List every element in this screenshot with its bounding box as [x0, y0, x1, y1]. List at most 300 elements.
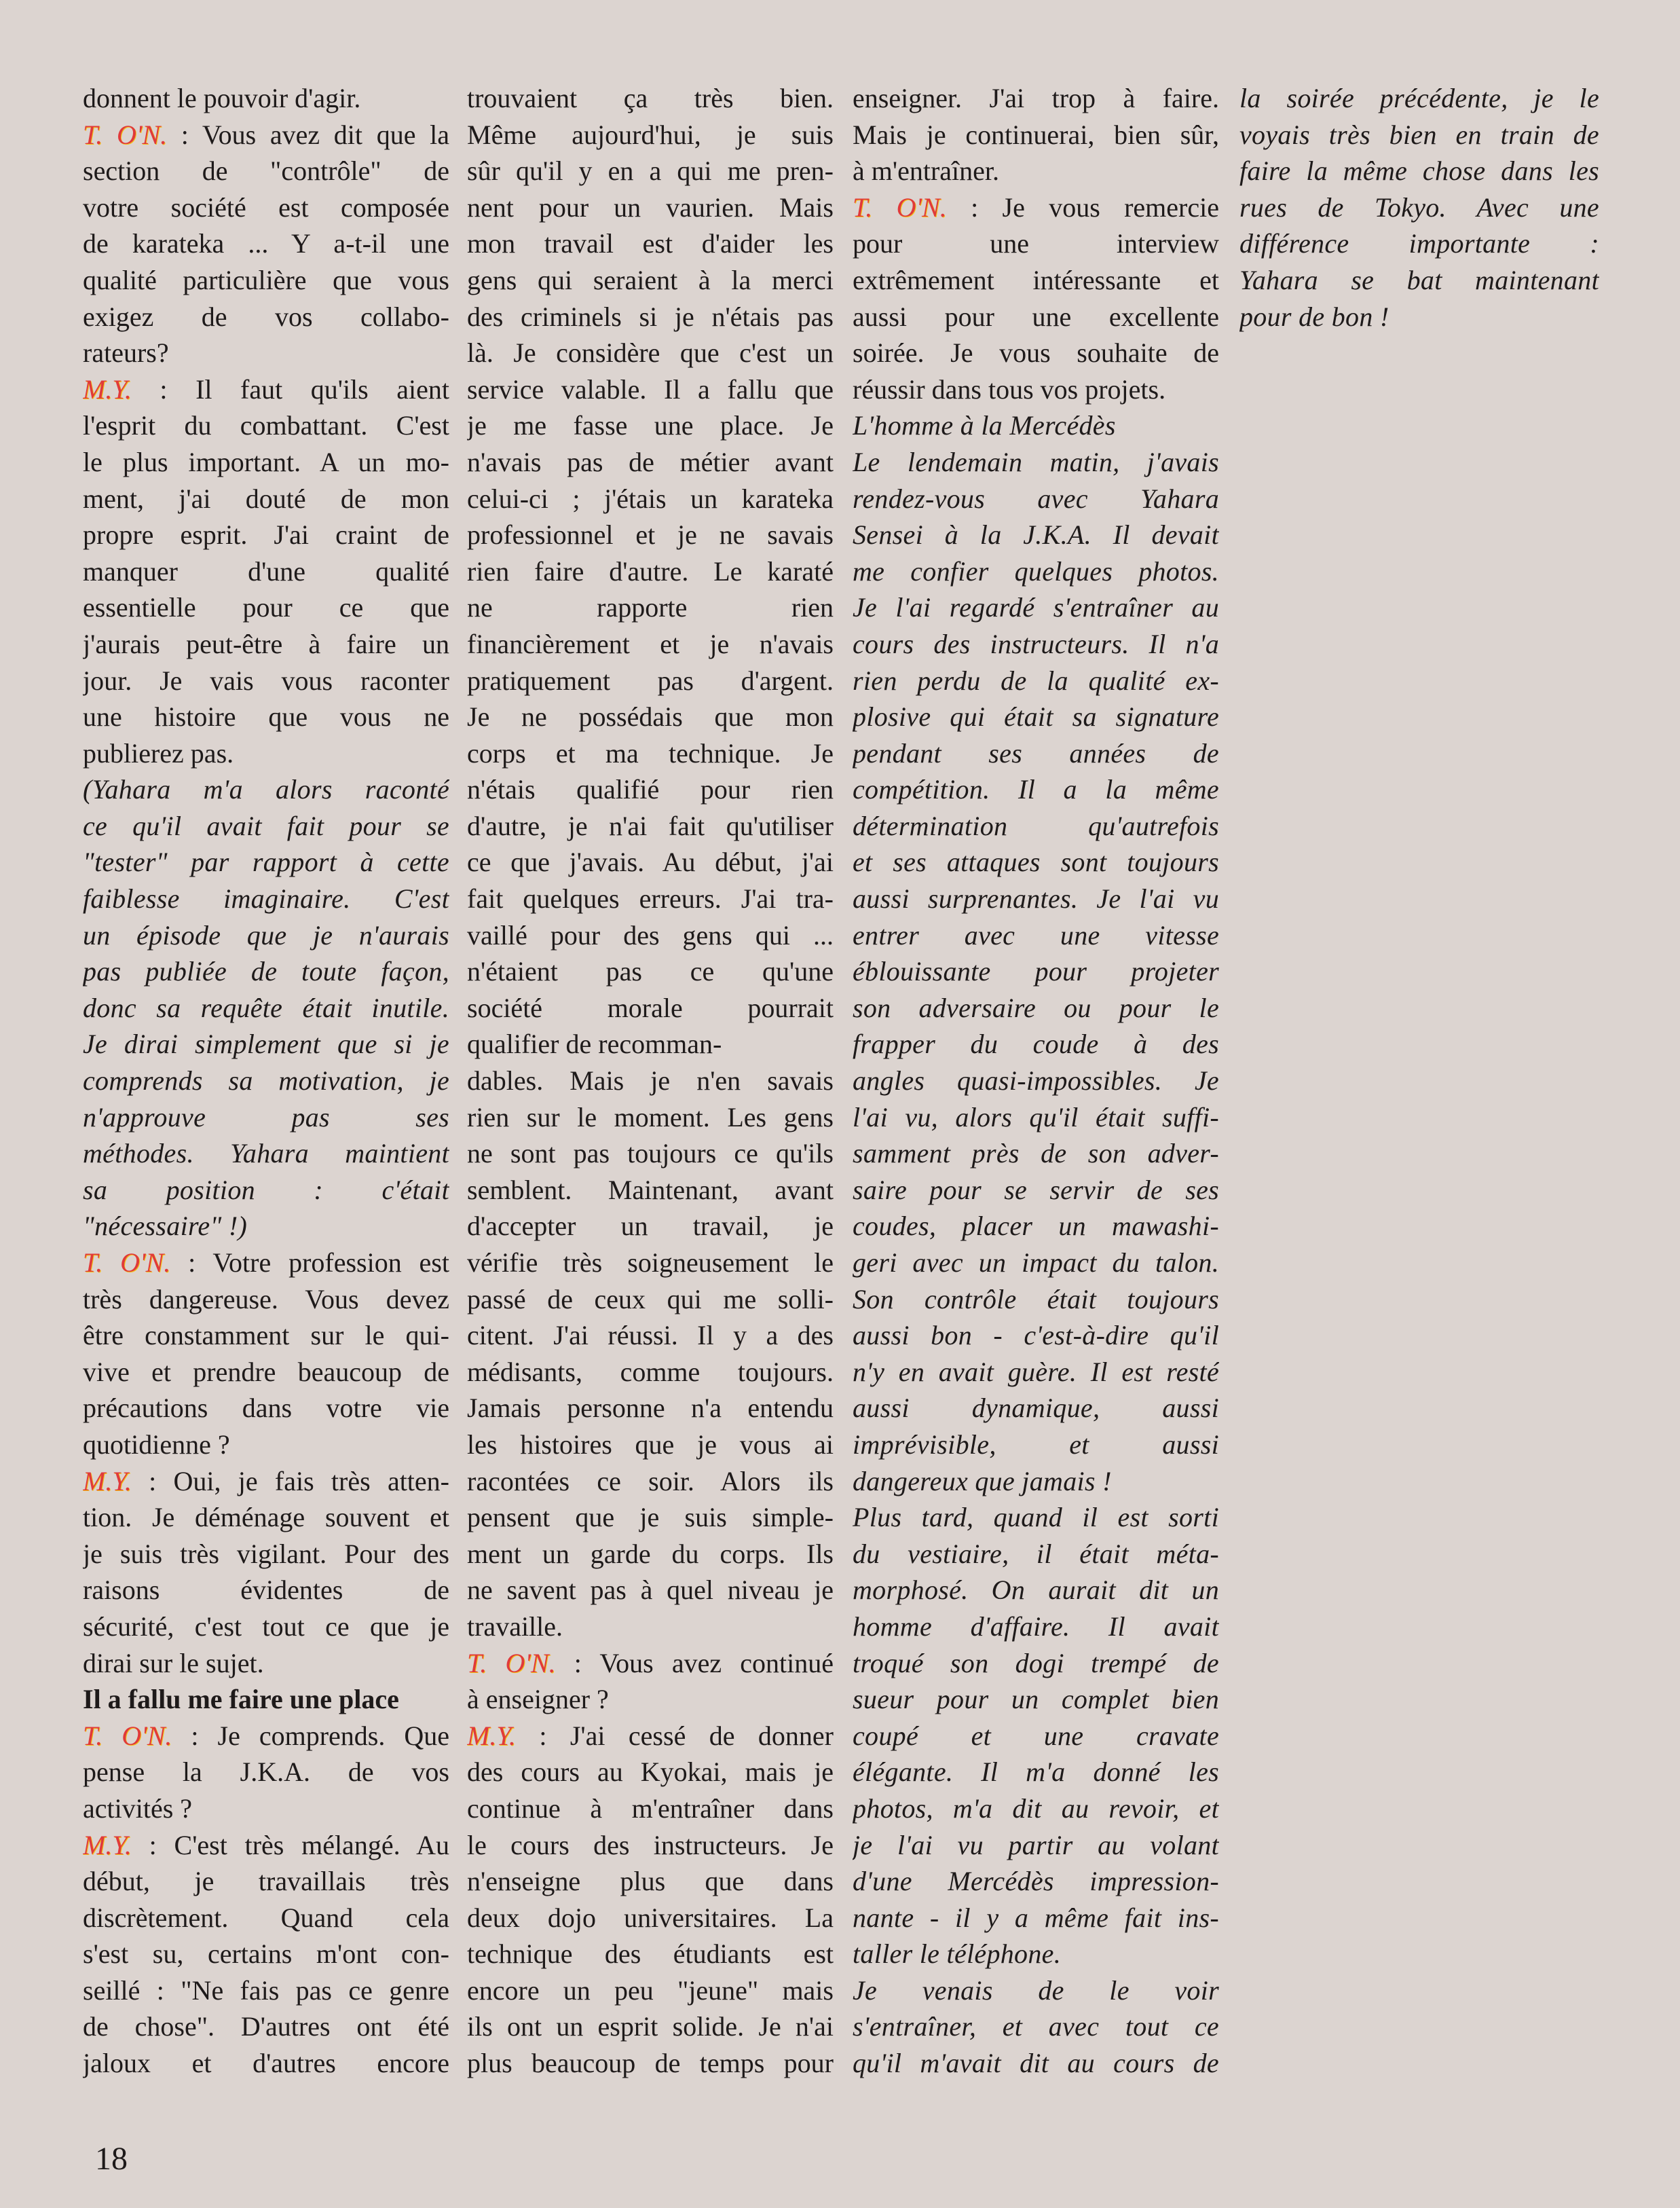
text-line	[83, 1245, 449, 1281]
line-text: d'autre, je n'ai fait qu'utiliser	[467, 810, 834, 841]
text-line	[83, 1936, 449, 1972]
line-text: s'est su, certains m'ont con-	[83, 1938, 449, 1970]
text-line	[467, 299, 834, 335]
line-text: frapper du coude à des	[853, 1029, 1219, 1060]
line-text: à m'entraîner.	[853, 155, 999, 187]
text-line	[467, 1427, 834, 1463]
text-line	[467, 1135, 834, 1172]
text-line	[83, 1463, 449, 1500]
narrative-line	[853, 1536, 1219, 1572]
narrative-line	[1239, 189, 1599, 226]
narrative-line	[853, 1026, 1219, 1063]
line-text: sûr qu'il y en a qui me pren-	[467, 155, 834, 187]
text-line	[467, 953, 834, 990]
line-text: comprends sa motivation, je	[83, 1065, 449, 1097]
line-text: pense la J.K.A. de vos	[83, 1756, 449, 1788]
narrative-line	[83, 953, 449, 990]
speaker-label: M.Y.	[83, 1829, 132, 1860]
line-text: discrètement. Quand cela	[83, 1902, 449, 1933]
line-text: à enseigner ?	[467, 1684, 609, 1715]
narrative-line	[853, 1427, 1219, 1463]
text-line	[467, 1536, 834, 1572]
text-line	[853, 117, 1219, 153]
text-line	[83, 262, 449, 299]
narrative-line	[853, 1645, 1219, 1682]
narrative-line	[83, 808, 449, 845]
narrative-line	[853, 663, 1219, 699]
line-text: vaillé pour des gens qui ...	[467, 919, 834, 951]
line-text: être constamment sur le qui-	[83, 1320, 449, 1351]
text-line	[467, 990, 834, 1027]
line-text: activités ?	[83, 1792, 193, 1824]
line-text: n'enseigne plus que dans	[467, 1866, 834, 1897]
line-text: essentielle pour ce que	[83, 592, 449, 623]
line-text: n'y en avait guère. Il est resté	[853, 1356, 1219, 1387]
line-text: morphosé. On aurait dit un	[853, 1575, 1219, 1606]
line-text: service valable. Il a fallu que	[467, 373, 834, 405]
text-line	[467, 1208, 834, 1245]
line-text: nante - il y a même fait ins-	[853, 1902, 1219, 1933]
line-text: la soirée précédente, je le	[1239, 83, 1599, 113]
speaker-label: M.Y.	[467, 1720, 516, 1751]
text-line	[467, 117, 834, 153]
text-column-3	[853, 80, 1219, 2082]
narrative-line	[853, 1900, 1219, 1936]
line-text: son adversaire ou pour le	[853, 992, 1219, 1023]
line-text: une histoire que vous ne	[83, 701, 449, 733]
line-text: donnent le pouvoir d'agir.	[83, 83, 361, 113]
line-text: vérifie très soigneusement le	[467, 1247, 834, 1278]
text-line	[83, 626, 449, 663]
text-line	[83, 371, 449, 408]
narrative-line	[853, 1754, 1219, 1790]
line-text: rien faire d'autre. Le karaté	[467, 555, 834, 587]
narrative-line	[853, 808, 1219, 845]
line-text: éblouissante pour projeter	[853, 956, 1219, 987]
line-text: : J'ai cessé de donner	[515, 1720, 834, 1751]
line-text: Yahara se bat maintenant	[1239, 264, 1599, 295]
line-text: ne sont pas toujours ce qu'ils	[467, 1138, 834, 1169]
text-line	[853, 335, 1219, 371]
line-text: continue à m'entraîner dans	[467, 1792, 834, 1824]
line-text: Son contrôle était toujours	[853, 1283, 1219, 1314]
text-line	[467, 663, 834, 699]
line-text: publierez pas.	[83, 737, 234, 769]
line-text: me confier quelques photos.	[853, 555, 1219, 587]
line-text: geri avec un impact du talon.	[853, 1247, 1219, 1278]
line-text: Plus tard, quand il est sorti	[853, 1502, 1219, 1533]
narrative-line	[853, 481, 1219, 517]
narrative-line	[853, 699, 1219, 735]
line-text: "nécessaire" !)	[83, 1211, 248, 1242]
text-line	[467, 589, 834, 626]
line-text: Jamais personne n'a entendu	[467, 1393, 834, 1424]
text-line	[467, 881, 834, 917]
text-line	[467, 1354, 834, 1391]
text-line	[467, 626, 834, 663]
line-text: l'esprit du combattant. C'est	[83, 410, 449, 441]
text-line	[467, 771, 834, 808]
line-text: : Vous avez continué	[555, 1647, 834, 1678]
narrative-line	[83, 917, 449, 954]
line-text: rendez-vous avec Yahara	[853, 483, 1219, 514]
text-line	[83, 1754, 449, 1790]
line-text: rien perdu de la qualité ex-	[853, 665, 1219, 696]
line-text: professionnel et je ne savais	[467, 519, 834, 551]
line-text: extrêmement intéressante et	[853, 264, 1219, 295]
narrative-line	[853, 1208, 1219, 1245]
line-text: "tester" par rapport à cette	[83, 847, 449, 878]
line-text: photos, m'a dit au revoir, et	[853, 1792, 1219, 1824]
line-text: exigez de vos collabo-	[83, 301, 449, 332]
line-text: compétition. Il a la même	[853, 774, 1219, 805]
line-text: jaloux et d'autres encore	[83, 2048, 449, 2079]
text-line	[83, 1427, 449, 1463]
text-column-2	[467, 80, 834, 2082]
text-line	[853, 80, 1219, 117]
line-text: (Yahara m'a alors raconté	[83, 774, 449, 805]
speaker-label: T. O'N.	[83, 1720, 172, 1751]
narrative-line	[853, 844, 1219, 881]
narrative-line	[853, 1245, 1219, 1281]
text-line	[83, 1645, 449, 1682]
line-text: L'homme à la Mercédès	[853, 410, 1116, 441]
narrative-line	[853, 589, 1219, 626]
line-text: rateurs?	[83, 337, 169, 369]
line-text: vive et prendre beaucoup de	[83, 1356, 449, 1387]
line-text: le plus important. A un mo-	[83, 446, 449, 477]
line-text: n'avais pas de métier avant	[467, 446, 834, 477]
line-text: taller le téléphone.	[853, 1938, 1062, 1970]
text-line	[853, 262, 1219, 299]
narrative-line	[853, 517, 1219, 553]
line-text: angles quasi-impossibles. Je	[853, 1065, 1219, 1097]
line-text: sa position : c'était	[83, 1174, 449, 1205]
line-text: voyais très bien en train de	[1239, 119, 1599, 150]
text-line	[467, 553, 834, 590]
text-line	[467, 1718, 834, 1754]
text-line	[467, 1099, 834, 1136]
text-line	[467, 1827, 834, 1864]
narrative-line	[853, 1317, 1219, 1354]
line-text: détermination qu'autrefois	[853, 810, 1219, 841]
line-text: citent. J'ai réussi. Il y a des	[467, 1320, 834, 1351]
line-text: coudes, placer un mawashi-	[853, 1211, 1219, 1242]
line-text: saire pour se servir de ses	[853, 1174, 1219, 1205]
text-line	[83, 481, 449, 517]
line-text: ils ont un esprit solide. Je n'ai	[467, 2011, 834, 2042]
text-line	[83, 735, 449, 772]
line-text: financièrement et je n'avais	[467, 628, 834, 659]
line-text: qualité particulière que vous	[83, 264, 449, 295]
text-line	[83, 335, 449, 371]
line-text: ment un garde du corps. Ils	[467, 1538, 834, 1569]
text-line	[83, 663, 449, 699]
text-line	[83, 1536, 449, 1572]
narrative-line	[853, 917, 1219, 954]
narrative-line	[853, 1281, 1219, 1318]
narrative-line	[853, 1863, 1219, 1900]
line-text: votre société est composée	[83, 191, 449, 223]
narrative-line	[1239, 117, 1599, 153]
text-line	[83, 1608, 449, 1645]
text-line	[467, 1900, 834, 1936]
line-text: dables. Mais je n'en savais	[467, 1065, 834, 1097]
line-text: jour. Je vais vous raconter	[83, 665, 449, 696]
text-line	[467, 1754, 834, 1790]
narrative-line	[83, 1208, 449, 1245]
text-line	[853, 225, 1219, 262]
line-text: aussi bon - c'est-à-dire qu'il	[853, 1320, 1219, 1351]
line-text: pas publiée de toute façon,	[83, 956, 449, 987]
line-text: différence importante :	[1239, 228, 1599, 259]
line-text: Sensei à la J.K.A. Il devait	[853, 519, 1219, 551]
narrative-line	[853, 1936, 1219, 1972]
text-line	[83, 517, 449, 553]
line-text: Il a fallu me faire une place	[83, 1684, 399, 1715]
line-text: j'aurais peut-être à faire un	[83, 628, 449, 659]
line-text: l'ai vu, alors qu'il était suffi-	[853, 1101, 1219, 1133]
line-text: technique des étudiants est	[467, 1938, 834, 1970]
narrative-line	[853, 407, 1219, 444]
line-text: pour une interview	[853, 228, 1219, 259]
line-text: faiblesse imaginaire. C'est	[83, 883, 449, 915]
narrative-line	[853, 990, 1219, 1027]
text-line	[467, 1972, 834, 2009]
line-text: ment, j'ai douté de mon	[83, 483, 449, 514]
line-text: enseigner. J'ai trop à faire.	[853, 83, 1219, 113]
line-text: : Oui, je fais très atten-	[131, 1465, 449, 1496]
line-text: celui-ci ; j'étais un karateka	[467, 483, 834, 514]
line-text: et ses attaques sont toujours	[853, 847, 1219, 878]
narrative-line	[853, 2045, 1219, 2082]
line-text: semblent. Maintenant, avant	[467, 1174, 834, 1205]
line-text: plus beaucoup de temps pour	[467, 2048, 834, 2079]
line-text: sécurité, c'est tout ce que je	[83, 1611, 449, 1642]
line-text: encore un peu "jeune" mais	[467, 1974, 834, 2006]
line-text: ne rapporte rien	[467, 592, 834, 623]
text-line	[467, 1608, 834, 1645]
line-text: n'étaient pas ce qu'une	[467, 956, 834, 987]
text-line	[467, 517, 834, 553]
line-text: pour de bon !	[1239, 301, 1389, 332]
narrative-line	[83, 1063, 449, 1099]
narrative-line	[853, 2008, 1219, 2045]
line-text: racontées ce soir. Alors ils	[467, 1465, 834, 1496]
line-text: des cours au Kyokai, mais je	[467, 1756, 834, 1788]
text-line	[83, 1972, 449, 2009]
line-text: seillé : "Ne fais pas ce genre	[83, 1974, 449, 2006]
text-line	[83, 1390, 449, 1427]
line-text: : Vous avez dit que la	[167, 119, 449, 150]
narrative-line	[853, 1827, 1219, 1864]
line-text: donc sa requête était inutile.	[83, 992, 449, 1023]
narrative-line	[83, 881, 449, 917]
line-text: Je ne possédais que mon	[467, 701, 834, 733]
narrative-line	[853, 1463, 1219, 1500]
narrative-line	[1239, 299, 1599, 335]
line-text: manquer d'une qualité	[83, 555, 449, 587]
text-line	[467, 1572, 834, 1608]
text-line	[467, 699, 834, 735]
speaker-label: T. O'N.	[853, 191, 947, 223]
line-text: plosive qui était sa signature	[853, 701, 1219, 733]
narrative-line	[1239, 225, 1599, 262]
line-text: ce que j'avais. Au début, j'ai	[467, 847, 834, 878]
line-text: des criminels si je n'étais pas	[467, 301, 834, 332]
line-text: soirée. Je vous souhaite de	[853, 337, 1219, 369]
line-text: raisons évidentes de	[83, 1575, 449, 1606]
line-text: samment près de son adver-	[853, 1138, 1219, 1169]
narrative-line	[83, 844, 449, 881]
line-text: : C'est très mélangé. Au	[131, 1829, 449, 1860]
line-text: : Il faut qu'ils aient	[131, 373, 449, 405]
line-text: qu'il m'avait dit au cours de	[853, 2048, 1219, 2079]
line-text: je l'ai vu partir au volant	[853, 1829, 1219, 1860]
text-line	[853, 299, 1219, 335]
text-line	[853, 189, 1219, 226]
narrative-line	[853, 1063, 1219, 1099]
text-line	[83, 1317, 449, 1354]
text-line	[83, 553, 449, 590]
text-line	[83, 299, 449, 335]
line-text: début, je travaillais très	[83, 1866, 449, 1897]
line-text: d'accepter un travail, je	[467, 1211, 834, 1242]
narrative-line	[853, 1390, 1219, 1427]
text-line	[83, 2045, 449, 2082]
line-text: deux dojo universitaires. La	[467, 1902, 834, 1933]
line-text: section de "contrôle" de	[83, 155, 449, 187]
text-line	[467, 1790, 834, 1827]
line-text: précautions dans votre vie	[83, 1393, 449, 1424]
line-text: trouvaient ça très bien.	[467, 83, 834, 113]
narrative-line	[853, 1608, 1219, 1645]
speaker-label: T. O'N.	[467, 1647, 556, 1678]
line-text: pendant ses années de	[853, 737, 1219, 769]
line-text: faire la même chose dans les	[1239, 155, 1599, 187]
narrative-line	[853, 1681, 1219, 1718]
line-text: n'approuve pas ses	[83, 1101, 449, 1133]
narrative-line	[83, 1172, 449, 1209]
text-line	[467, 1863, 834, 1900]
line-text: de chose". D'autres ont été	[83, 2011, 449, 2042]
text-line	[83, 1900, 449, 1936]
narrative-line	[853, 881, 1219, 917]
line-text: Même aujourd'hui, je suis	[467, 119, 834, 150]
line-text: pratiquement pas d'argent.	[467, 665, 834, 696]
text-line	[467, 1281, 834, 1318]
line-text: dirai sur le sujet.	[83, 1647, 264, 1678]
text-line	[83, 699, 449, 735]
narrative-line	[853, 553, 1219, 590]
page-number: 18	[95, 2141, 128, 2177]
text-column-4	[1239, 80, 1599, 335]
line-text: Mais je continuerai, bien sûr,	[853, 119, 1219, 150]
text-line	[467, 444, 834, 481]
text-line	[467, 189, 834, 226]
text-line	[467, 481, 834, 517]
text-line	[83, 444, 449, 481]
line-text: là. Je considère que c'est un	[467, 337, 834, 369]
narrative-line	[83, 990, 449, 1027]
text-line	[467, 2045, 834, 2082]
line-text: passé de ceux qui me solli-	[467, 1283, 834, 1314]
narrative-line	[853, 1972, 1219, 2009]
text-line	[467, 917, 834, 954]
text-column-1	[83, 80, 449, 2082]
narrative-line	[853, 771, 1219, 808]
line-text: s'entraîner, et avec tout ce	[853, 2011, 1219, 2042]
text-line	[467, 371, 834, 408]
speaker-label: M.Y.	[83, 373, 132, 405]
line-text: rien sur le moment. Les gens	[467, 1101, 834, 1133]
line-text: réussir dans tous vos projets.	[853, 373, 1166, 405]
line-text: élégante. Il m'a donné les	[853, 1756, 1219, 1788]
narrative-line	[1239, 153, 1599, 189]
line-text: cours des instructeurs. Il n'a	[853, 628, 1219, 659]
line-text: Je l'ai regardé s'entraîner au	[853, 592, 1219, 623]
line-text: je suis très vigilant. Pour des	[83, 1538, 449, 1569]
line-text: aussi dynamique, aussi	[853, 1393, 1219, 1424]
text-line	[83, 153, 449, 189]
narrative-line	[853, 1572, 1219, 1608]
line-text: de karateka ... Y a-t-il une	[83, 228, 449, 259]
text-line	[467, 735, 834, 772]
line-text: société morale pourrait	[467, 992, 834, 1023]
line-text: dangereux que jamais !	[853, 1465, 1112, 1496]
text-line	[467, 1063, 834, 1099]
text-line	[467, 1936, 834, 1972]
line-text: homme d'affaire. Il avait	[853, 1611, 1219, 1642]
narrative-line	[853, 735, 1219, 772]
line-text: troqué son dogi trempé de	[853, 1647, 1219, 1678]
line-text: coupé et une cravate	[853, 1720, 1219, 1751]
line-text: très dangereuse. Vous devez	[83, 1283, 449, 1314]
text-line	[467, 1172, 834, 1209]
line-text: rues de Tokyo. Avec une	[1239, 191, 1599, 223]
text-line	[83, 1790, 449, 1827]
text-line	[467, 844, 834, 881]
line-text: les histoires que je vous ai	[467, 1429, 834, 1460]
line-text: qualifier de recomman-	[467, 1029, 722, 1060]
text-line	[467, 153, 834, 189]
text-line	[83, 117, 449, 153]
line-text: tion. Je déménage souvent et	[83, 1502, 449, 1533]
text-line	[467, 1681, 834, 1718]
line-text: : Je vous remercie	[946, 191, 1219, 223]
line-text: quotidienne ?	[83, 1429, 230, 1460]
text-line	[467, 1317, 834, 1354]
line-text: ne savent pas à quel niveau je	[467, 1575, 834, 1606]
line-text: imprévisible, et aussi	[853, 1429, 1219, 1460]
text-line	[83, 1718, 449, 1754]
line-text: aussi surprenantes. Je l'ai vu	[853, 883, 1219, 915]
narrative-line	[83, 771, 449, 808]
line-text: entrer avec une vitesse	[853, 919, 1219, 951]
text-line	[83, 1354, 449, 1391]
text-line	[83, 225, 449, 262]
line-text: un épisode que je n'aurais	[83, 919, 449, 951]
text-line	[467, 1463, 834, 1500]
text-line	[83, 1827, 449, 1864]
text-line	[467, 80, 834, 117]
text-line	[467, 808, 834, 845]
narrative-line	[853, 1718, 1219, 1754]
line-text: le cours des instructeurs. Je	[467, 1829, 834, 1860]
text-line	[83, 2008, 449, 2045]
line-text: du vestiaire, il était méta-	[853, 1538, 1219, 1569]
narrative-line	[83, 1135, 449, 1172]
